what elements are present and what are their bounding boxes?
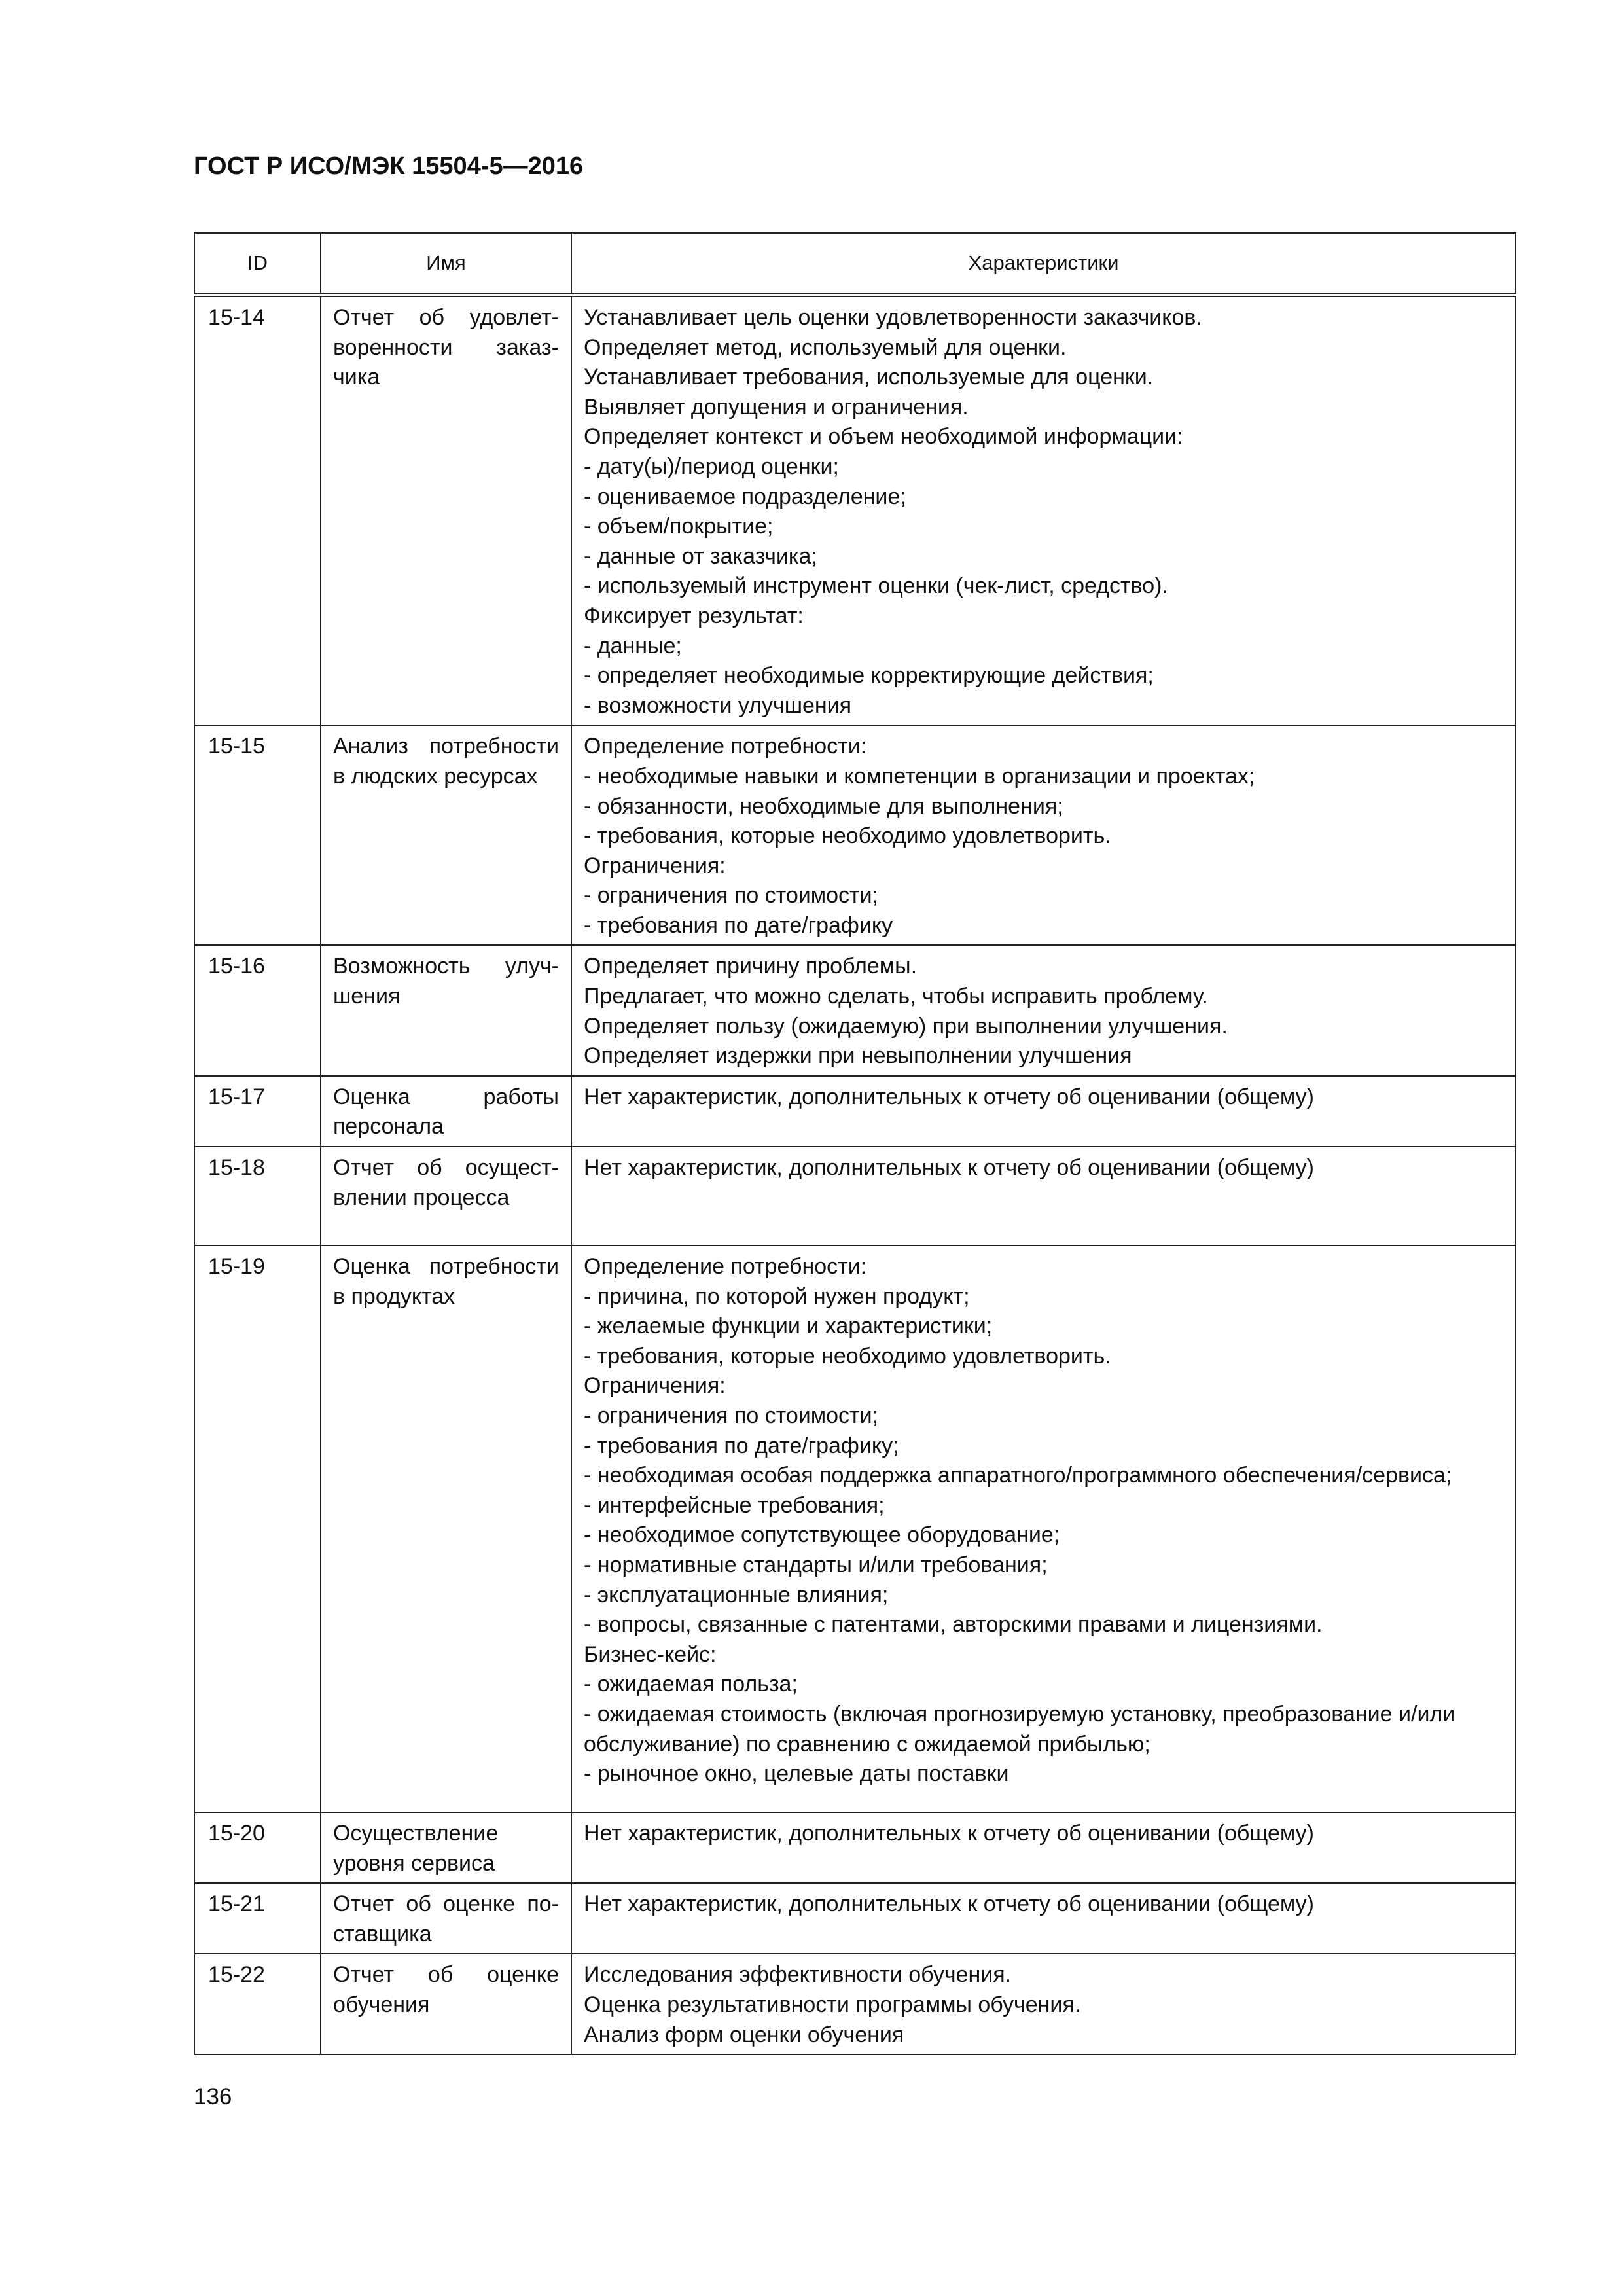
row-characteristics — [571, 945, 1516, 1075]
row-characteristics — [571, 1246, 1516, 1812]
table-row — [194, 1812, 1516, 1883]
row-id: 15-20 — [194, 1812, 321, 1883]
characteristic-line: - рыночное окно, целевые даты поставки — [584, 1761, 1009, 1787]
characteristic-line: - обязанности, необходимые для выполнения; — [584, 793, 1063, 819]
characteristic-line: - эксплуатационные влияния; — [584, 1582, 889, 1607]
row-name: Отчет об осуществлении процесса — [321, 1147, 571, 1246]
characteristic-line: Устанавливает требования, используемые для оценки. — [584, 365, 1154, 390]
characteristic-line: - вопросы, связанные с патентами, авторскими правами и лицензиями. — [584, 1612, 1323, 1638]
table-row — [194, 1246, 1516, 1812]
row-name: Отчет об оценке поставщика — [321, 1883, 571, 1954]
characteristic-line: - требования по дате/графику; — [584, 1433, 899, 1458]
characteristic-line: - необходимое сопутствующее оборудование; — [584, 1522, 1060, 1548]
characteristic-line: - ожидаемая польза; — [584, 1672, 798, 1697]
row-name: Отчет об оценке обучения — [321, 1954, 571, 2054]
row-characteristics — [571, 1076, 1516, 1147]
characteristic-line: - нормативные стандарты и/или требования; — [584, 1552, 1048, 1577]
characteristic-line: - данные от заказчика; — [584, 543, 817, 569]
characteristic-line: - интерфейсные требования; — [584, 1492, 885, 1518]
characteristic-line: Определяет пользу (ожидаемую) при выполнении улучшения. — [584, 1013, 1228, 1039]
characteristic-line: Определяет контекст и объем необходимой информации: — [584, 424, 1183, 450]
characteristic-line: - требования по дате/графику — [584, 912, 893, 938]
characteristic-line: Ограничения: — [584, 853, 726, 878]
characteristic-line: - оцениваемое подразделение; — [584, 484, 906, 509]
characteristic-line: Нет характеристик, дополнительных к отчету об оценивании (общему) — [584, 1892, 1314, 1917]
characteristic-line: - требования, которые необходимо удовлетворить. — [584, 1343, 1111, 1369]
row-characteristics — [571, 1147, 1516, 1246]
characteristic-line: - ограничения по стоимости; — [584, 1403, 879, 1428]
characteristic-line: - данные; — [584, 633, 682, 658]
table-row — [194, 725, 1516, 945]
row-characteristics — [571, 295, 1516, 726]
characteristic-line: - необходимые навыки и компетенции в организации и проектах; — [584, 763, 1255, 789]
row-characteristics — [571, 725, 1516, 945]
characteristic-line: - определяет необходимые корректирующие действия; — [584, 663, 1154, 689]
row-id: 15-21 — [194, 1883, 321, 1954]
characteristic-line: - требования, которые необходимо удовлетворить. — [584, 823, 1111, 849]
row-id: 15-17 — [194, 1076, 321, 1147]
characteristic-line: - объем/покрытие; — [584, 514, 774, 539]
row-name: Анализ потребности в людских ресурсах — [321, 725, 571, 945]
table-row — [194, 945, 1516, 1075]
characteristic-line: Нет характеристик, дополнительных к отчету об оценивании (общему) — [584, 1821, 1314, 1846]
characteristic-line: - желаемые функции и характеристики; — [584, 1314, 993, 1339]
row-id: 15-15 — [194, 725, 321, 945]
characteristic-line: - дату(ы)/период оценки; — [584, 454, 839, 479]
row-id: 15-14 — [194, 295, 321, 726]
characteristic-line: Исследования эффективности обучения. — [584, 1962, 1012, 1988]
table-row — [194, 1883, 1516, 1954]
row-name: Осуществление уровня сервиса — [321, 1812, 571, 1883]
characteristic-line: Определяет издержки при невыполнении улучшения — [584, 1043, 1132, 1069]
characteristic-line: - необходимая особая поддержка аппаратного/программного обеспечения/сервиса; — [584, 1463, 1452, 1488]
characteristic-line: Определяет метод, используемый для оценки. — [584, 334, 1067, 360]
row-characteristics — [571, 1812, 1516, 1883]
characteristic-line: - возможности улучшения — [584, 692, 852, 718]
row-name: Отчет об удовлетворенности заказчика — [321, 295, 571, 726]
row-name: Оценка потребности в продуктах — [321, 1246, 571, 1812]
table-row — [194, 295, 1516, 726]
table-header-row — [194, 233, 1516, 295]
table-row — [194, 1954, 1516, 2054]
characteristic-line: Предлагает, что можно сделать, чтобы исправить проблему. — [584, 984, 1208, 1009]
characteristic-line: - ожидаемая стоимость (включая прогнозируемую установку, преобразование и/или обслуживание) по сравнению с ожидаемой прибылью; — [584, 1701, 1455, 1757]
characteristic-line: Определение потребности: — [584, 1254, 867, 1280]
table-row — [194, 1076, 1516, 1147]
row-id: 15-22 — [194, 1954, 321, 2054]
characteristic-line: - используемый инструмент оценки (чек-лист, средство). — [584, 573, 1168, 599]
row-id: 15-19 — [194, 1246, 321, 1812]
characteristic-line: - причина, по которой нужен продукт; — [584, 1283, 970, 1309]
header-characteristics: Характеристики — [571, 233, 1516, 295]
table-body — [194, 295, 1516, 2055]
table-row — [194, 1147, 1516, 1246]
characteristic-line: Выявляет допущения и ограничения. — [584, 394, 969, 420]
characteristic-line: Анализ форм оценки обучения — [584, 2022, 904, 2047]
header-id: ID — [194, 233, 321, 295]
characteristic-line: Нет характеристик, дополнительных к отчету об оценивании (общему) — [584, 1084, 1314, 1109]
row-id: 15-16 — [194, 945, 321, 1075]
row-name: Возможность улучшения — [321, 945, 571, 1075]
characteristic-line: Оценка результативности программы обучения. — [584, 1992, 1081, 2017]
characteristic-line: - ограничения по стоимости; — [584, 883, 879, 908]
page-number: 136 — [194, 2084, 232, 2109]
characteristic-line: Определение потребности: — [584, 734, 867, 759]
row-id: 15-18 — [194, 1147, 321, 1246]
row-characteristics — [571, 1883, 1516, 1954]
characteristic-line: Фиксирует результат: — [584, 603, 804, 628]
row-name: Оценка работы персонала — [321, 1076, 571, 1147]
header-name: Имя — [321, 233, 571, 295]
characteristic-line: Ограничения: — [584, 1373, 726, 1399]
characteristics-table — [194, 232, 1516, 2055]
row-characteristics — [571, 1954, 1516, 2054]
characteristic-line: Определяет причину проблемы. — [584, 954, 918, 979]
characteristic-line: Бизнес-кейс: — [584, 1641, 717, 1667]
characteristic-line: Нет характеристик, дополнительных к отчету об оценивании (общему) — [584, 1155, 1314, 1181]
document-title: ГОСТ Р ИСО/МЭК 15504-5—2016 — [194, 152, 584, 180]
characteristic-line: Устанавливает цель оценки удовлетворенности заказчиков. — [584, 305, 1202, 330]
